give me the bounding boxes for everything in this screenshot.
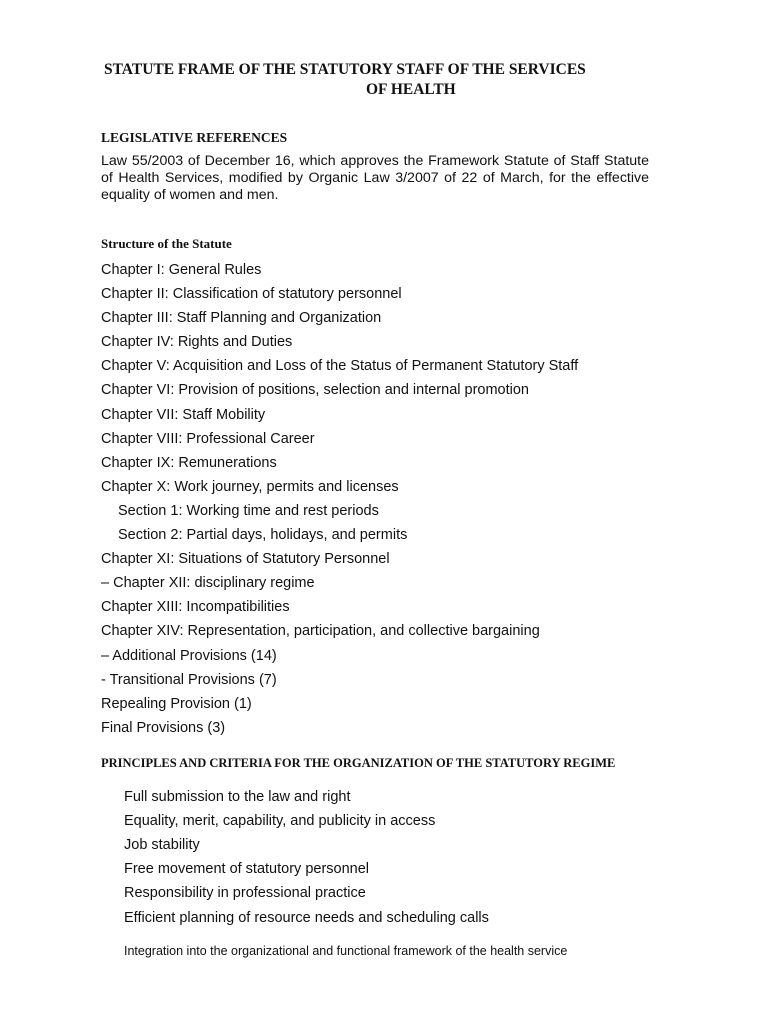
structure-item: Final Provisions (3) (101, 719, 226, 736)
structure-item: Chapter V: Acquisition and Loss of the Status of Permanent Statutory Staff (101, 358, 579, 375)
principle-item: Responsibility in professional practice (124, 885, 366, 902)
legislative-references-heading: LEGISLATIVE REFERENCES (101, 130, 288, 145)
structure-item: Repealing Provision (1) (101, 695, 252, 712)
structure-item: Chapter XIII: Incompatibilities (101, 599, 290, 616)
principle-item: Integration into the organizational and functional framework of the health service (124, 944, 568, 959)
principle-item: Full submission to the law and right (124, 789, 351, 805)
structure-item: Chapter X: Work journey, permits and licenses (101, 478, 399, 495)
structure-subsection-item: Section 2: Partial days, holidays, and permits (118, 527, 408, 544)
structure-item: Chapter VIII: Professional Career (101, 430, 315, 447)
title-line-2: OF HEALTH (366, 81, 456, 98)
structure-item: Chapter XI: Situations of Statutory Personnel (101, 551, 390, 568)
principle-item: Job stability (124, 837, 200, 854)
structure-list (101, 258, 578, 740)
structure-item: Chapter VI: Provision of positions, selection and internal promotion (101, 382, 529, 399)
structure-item: Chapter IX: Remunerations (101, 454, 277, 471)
legislative-references-text: Law 55/2003 of December 16, which approves the Framework Statute of Staff Statute of Health Services, modified by Organic Law 3/2007 of 22 of March, for the effective equality of women and men. (101, 153, 649, 203)
structure-item: - Transitional Provisions (7) (101, 671, 277, 688)
structure-item: Chapter VII: Staff Mobility (101, 406, 266, 423)
principle-item: Free movement of statutory personnel (124, 861, 370, 878)
structure-item: Chapter IV: Rights and Duties (101, 334, 293, 351)
principles-list (124, 785, 567, 961)
structure-item: – Additional Provisions (14) (101, 647, 277, 664)
structure-item: Chapter II: Classification of statutory personnel (101, 286, 402, 303)
document-title (96, 60, 636, 100)
principles-heading: PRINCIPLES AND CRITERIA FOR THE ORGANIZATION OF THE STATUTORY REGIME (101, 756, 616, 770)
structure-heading: Structure of the Statute (101, 236, 232, 251)
structure-subsection-item: Section 1: Working time and rest periods (118, 502, 379, 519)
principle-item: Efficient planning of resource needs and scheduling calls (124, 910, 489, 927)
principle-item: Equality, merit, capability, and publicity in access (124, 813, 436, 830)
structure-item: Chapter I: General Rules (101, 262, 262, 278)
structure-item: Chapter XIV: Representation, participation, and collective bargaining (101, 623, 540, 640)
structure-item: – Chapter XII: disciplinary regime (101, 575, 315, 592)
structure-item: Chapter III: Staff Planning and Organization (101, 310, 382, 327)
title-line-1: STATUTE FRAME OF THE STATUTORY STAFF OF THE SERVICES (104, 61, 586, 78)
